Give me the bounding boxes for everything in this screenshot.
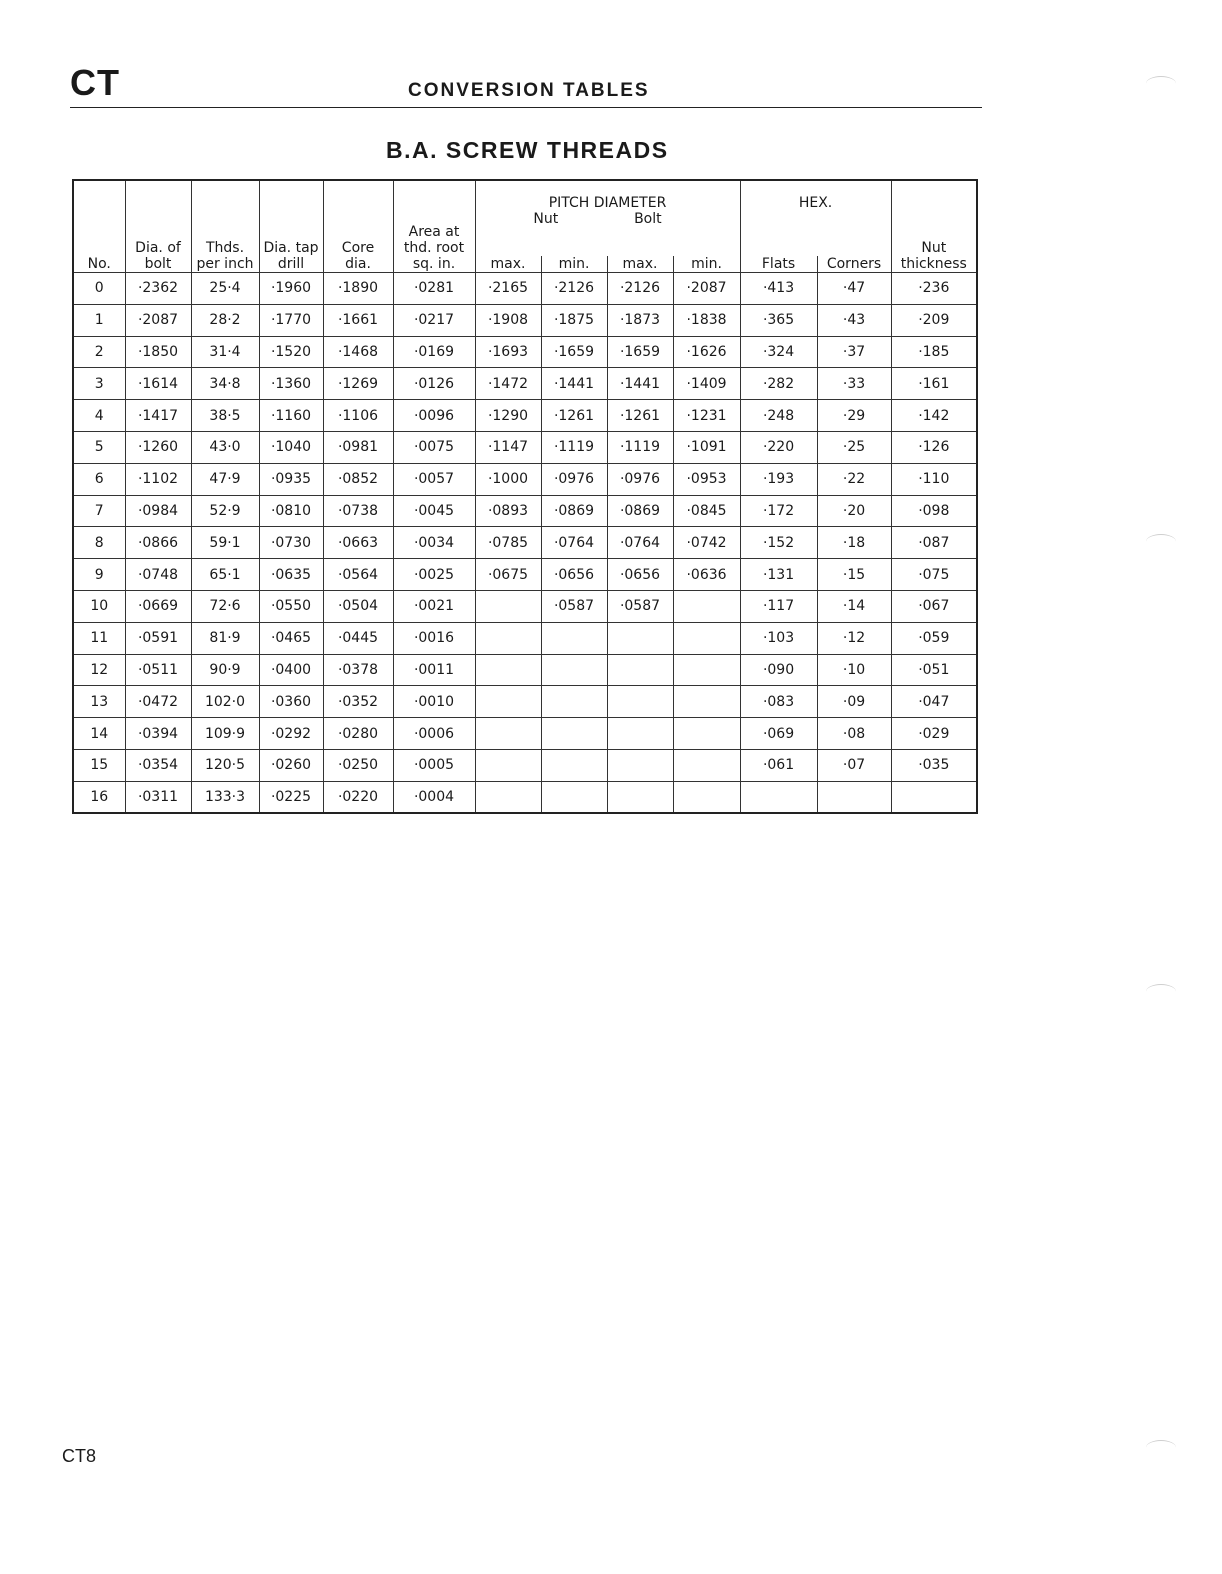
table-cell: ·0675 [475, 559, 541, 591]
table-cell: ·15 [817, 559, 891, 591]
table-row [73, 590, 977, 622]
table-cell: ·0016 [393, 622, 475, 654]
col-header-text: Nut [921, 240, 947, 256]
table-cell: 5 [73, 431, 125, 463]
table-cell: ·236 [891, 273, 977, 305]
table-cell: ·0281 [393, 273, 475, 305]
table-cell: ·0021 [393, 590, 475, 622]
table-cell: ·1520 [259, 336, 323, 368]
table-title: B.A. SCREW THREADS [386, 137, 669, 163]
table-cell: ·0935 [259, 463, 323, 495]
table-cell [673, 718, 740, 750]
table-cell: ·172 [740, 495, 817, 527]
table-cell: ·413 [740, 273, 817, 305]
table-cell: ·324 [740, 336, 817, 368]
table-cell: 2 [73, 336, 125, 368]
col-header-nut-min: min. [541, 256, 607, 273]
table-cell: 38·5 [191, 400, 259, 432]
table-cell [541, 654, 607, 686]
table-cell: 120·5 [191, 749, 259, 781]
table-cell: ·1119 [607, 431, 673, 463]
table-cell: ·20 [817, 495, 891, 527]
col-header-text: Area at [408, 224, 460, 240]
table-cell: ·1102 [125, 463, 191, 495]
table-row [73, 686, 977, 718]
table-cell: ·1468 [323, 336, 393, 368]
col-header-text: dia. [345, 256, 371, 272]
table-cell: ·1160 [259, 400, 323, 432]
table-body [73, 273, 977, 814]
table-cell: ·0869 [607, 495, 673, 527]
table-cell: ·193 [740, 463, 817, 495]
table-cell: ·0748 [125, 559, 191, 591]
table-cell: ·1409 [673, 368, 740, 400]
table-cell: ·0764 [607, 527, 673, 559]
table-cell: ·0730 [259, 527, 323, 559]
table-cell: ·1261 [541, 400, 607, 432]
col-header-text: drill [277, 256, 305, 272]
table-cell: 109·9 [191, 718, 259, 750]
table-cell: ·0378 [323, 654, 393, 686]
table-cell: ·0006 [393, 718, 475, 750]
table-cell: ·0984 [125, 495, 191, 527]
table-cell: ·131 [740, 559, 817, 591]
table-cell: ·1908 [475, 304, 541, 336]
table-cell: ·22 [817, 463, 891, 495]
col-header-text: Thds. [205, 240, 245, 256]
table-cell: 90·9 [191, 654, 259, 686]
table-cell: ·0587 [607, 590, 673, 622]
table-cell: ·1960 [259, 273, 323, 305]
table-cell: 102·0 [191, 686, 259, 718]
table-cell [673, 686, 740, 718]
table-cell [607, 686, 673, 718]
table-cell: ·083 [740, 686, 817, 718]
table-cell: ·0400 [259, 654, 323, 686]
table-cell: ·0785 [475, 527, 541, 559]
table-cell [541, 686, 607, 718]
table-row [73, 654, 977, 686]
col-header-no: No. [73, 180, 125, 273]
table-cell: ·0845 [673, 495, 740, 527]
table-cell: ·0511 [125, 654, 191, 686]
table-cell: ·18 [817, 527, 891, 559]
table-cell: ·152 [740, 527, 817, 559]
table-cell: ·1838 [673, 304, 740, 336]
table-cell: 6 [73, 463, 125, 495]
col-header-dia-tap [259, 180, 323, 273]
table-cell: ·161 [891, 368, 977, 400]
page-number: CT8 [62, 1446, 97, 1466]
header-title: CONVERSION TABLES [408, 80, 650, 101]
table-cell: ·2087 [125, 304, 191, 336]
table-cell [673, 781, 740, 813]
table-cell: ·2087 [673, 273, 740, 305]
table-row [73, 718, 977, 750]
table-row [73, 749, 977, 781]
table-cell: ·29 [817, 400, 891, 432]
col-header-bolt-min: min. [673, 256, 740, 273]
scan-mark [1146, 76, 1176, 91]
table-cell: ·1693 [475, 336, 541, 368]
table-cell: ·0869 [541, 495, 607, 527]
table-cell: ·1441 [607, 368, 673, 400]
table-cell: 59·1 [191, 527, 259, 559]
table-cell [475, 718, 541, 750]
table-cell: ·1417 [125, 400, 191, 432]
table-cell [817, 781, 891, 813]
table-cell [475, 622, 541, 654]
col-header-nut-thickness [891, 180, 977, 273]
table-cell: 34·8 [191, 368, 259, 400]
table-cell [673, 749, 740, 781]
col-header-area [393, 180, 475, 273]
col-header-bolt: Bolt [634, 211, 662, 227]
table-cell: 47·9 [191, 463, 259, 495]
table-row [73, 622, 977, 654]
table-cell [475, 654, 541, 686]
table-cell: ·0738 [323, 495, 393, 527]
table-cell: ·1770 [259, 304, 323, 336]
scan-mark [1146, 984, 1176, 999]
table-cell: ·0504 [323, 590, 393, 622]
col-header-thds [191, 180, 259, 273]
table-cell [673, 622, 740, 654]
table-cell: ·0075 [393, 431, 475, 463]
col-header-text: PITCH DIAMETER [548, 195, 667, 211]
table-cell: ·1261 [607, 400, 673, 432]
table-cell: ·0663 [323, 527, 393, 559]
table-cell [475, 590, 541, 622]
col-header-text: Dia. of [135, 240, 181, 256]
table-cell: ·0011 [393, 654, 475, 686]
scan-mark [1146, 1440, 1176, 1455]
table-cell: ·0096 [393, 400, 475, 432]
table-row [73, 304, 977, 336]
table-cell: ·1290 [475, 400, 541, 432]
table-cell: 7 [73, 495, 125, 527]
table-cell: ·0852 [323, 463, 393, 495]
table-cell: ·07 [817, 749, 891, 781]
table-cell [475, 749, 541, 781]
col-header-bolt-max: max. [607, 256, 673, 273]
table-cell [541, 781, 607, 813]
table-cell [607, 622, 673, 654]
table-cell: ·0005 [393, 749, 475, 781]
table-cell: ·067 [891, 590, 977, 622]
table-cell: ·1873 [607, 304, 673, 336]
table-cell: ·103 [740, 622, 817, 654]
table-cell: ·1119 [541, 431, 607, 463]
table-cell: ·1147 [475, 431, 541, 463]
table-cell: ·051 [891, 654, 977, 686]
table-cell: 8 [73, 527, 125, 559]
table-cell: ·33 [817, 368, 891, 400]
table-cell: 52·9 [191, 495, 259, 527]
table-cell: 16 [73, 781, 125, 813]
table-cell: ·2165 [475, 273, 541, 305]
table-cell: ·282 [740, 368, 817, 400]
col-header-text: per inch [196, 256, 254, 272]
table-cell: 15 [73, 749, 125, 781]
table-cell: ·1106 [323, 400, 393, 432]
table-cell: 81·9 [191, 622, 259, 654]
table-cell: 9 [73, 559, 125, 591]
table-cell: ·142 [891, 400, 977, 432]
table-cell: ·1659 [607, 336, 673, 368]
table-cell: ·061 [740, 749, 817, 781]
table-cell: ·12 [817, 622, 891, 654]
table-cell [740, 781, 817, 813]
table-cell [541, 749, 607, 781]
table-cell: ·0587 [541, 590, 607, 622]
col-header-core [323, 180, 393, 273]
table-cell: ·1040 [259, 431, 323, 463]
table-cell: 1 [73, 304, 125, 336]
table-cell: ·0465 [259, 622, 323, 654]
table-cell: ·0045 [393, 495, 475, 527]
col-header-text: thd. root [403, 240, 465, 256]
table-cell: ·185 [891, 336, 977, 368]
table-cell [673, 654, 740, 686]
table-cell: ·090 [740, 654, 817, 686]
table-cell: ·0636 [673, 559, 740, 591]
table-cell: 28·2 [191, 304, 259, 336]
table-cell: ·098 [891, 495, 977, 527]
col-header-text: Core [341, 240, 375, 256]
table-cell: ·0810 [259, 495, 323, 527]
table-cell: ·0893 [475, 495, 541, 527]
table-cell: ·37 [817, 336, 891, 368]
table-cell: 31·4 [191, 336, 259, 368]
table-cell: ·0669 [125, 590, 191, 622]
table-cell: ·0352 [323, 686, 393, 718]
table-cell: ·14 [817, 590, 891, 622]
table-cell: ·0010 [393, 686, 475, 718]
table-cell: ·1661 [323, 304, 393, 336]
col-header-hex: HEX. [740, 180, 891, 256]
table-cell: ·0472 [125, 686, 191, 718]
table-cell: ·0354 [125, 749, 191, 781]
table-cell: ·0656 [541, 559, 607, 591]
table-cell: ·2126 [541, 273, 607, 305]
table-cell: ·220 [740, 431, 817, 463]
table-cell: ·08 [817, 718, 891, 750]
table-row [73, 559, 977, 591]
table-row [73, 495, 977, 527]
table-cell: ·0953 [673, 463, 740, 495]
table-cell: ·47 [817, 273, 891, 305]
table-cell: ·1360 [259, 368, 323, 400]
col-header-flats: Flats [740, 256, 817, 273]
table-cell: ·0225 [259, 781, 323, 813]
table-cell: ·1441 [541, 368, 607, 400]
table-row [73, 463, 977, 495]
table-cell: ·0394 [125, 718, 191, 750]
table-cell: ·0250 [323, 749, 393, 781]
table-cell: ·0220 [323, 781, 393, 813]
table-cell: ·087 [891, 527, 977, 559]
table-cell: ·2362 [125, 273, 191, 305]
table-cell: 72·6 [191, 590, 259, 622]
table-cell: ·0564 [323, 559, 393, 591]
section-code: CT [70, 62, 120, 103]
table-cell: ·365 [740, 304, 817, 336]
table-cell: ·069 [740, 718, 817, 750]
scan-mark [1146, 534, 1176, 549]
col-header-text: thickness [900, 256, 967, 272]
table-cell: ·1875 [541, 304, 607, 336]
table-cell: ·248 [740, 400, 817, 432]
table-cell: ·0764 [541, 527, 607, 559]
table-cell: ·0635 [259, 559, 323, 591]
table-cell: 133·3 [191, 781, 259, 813]
table-cell: 0 [73, 273, 125, 305]
col-header-dia-bolt [125, 180, 191, 273]
table-cell: ·0866 [125, 527, 191, 559]
table-cell: ·0311 [125, 781, 191, 813]
table-cell: ·0981 [323, 431, 393, 463]
table-cell: ·1472 [475, 368, 541, 400]
table-row [73, 400, 977, 432]
table-cell: ·0217 [393, 304, 475, 336]
table-cell: ·117 [740, 590, 817, 622]
col-header-text: sq. in. [412, 256, 456, 272]
ba-screw-threads-table [72, 179, 978, 814]
table-cell: ·0169 [393, 336, 475, 368]
table-cell [541, 718, 607, 750]
table-cell [607, 718, 673, 750]
table-cell: ·09 [817, 686, 891, 718]
table-cell: ·126 [891, 431, 977, 463]
table-cell: ·0126 [393, 368, 475, 400]
table-row [73, 368, 977, 400]
table-cell [475, 781, 541, 813]
table-cell: 10 [73, 590, 125, 622]
table-cell: ·1000 [475, 463, 541, 495]
header-rule [70, 107, 982, 108]
table-cell: ·1850 [125, 336, 191, 368]
table-cell: ·1091 [673, 431, 740, 463]
table-cell: 11 [73, 622, 125, 654]
col-header-text: Dia. tap [263, 240, 319, 256]
table-cell [607, 654, 673, 686]
table-cell: ·0976 [607, 463, 673, 495]
table-cell: 14 [73, 718, 125, 750]
table-row [73, 336, 977, 368]
table-cell: 12 [73, 654, 125, 686]
table-cell: ·075 [891, 559, 977, 591]
col-header-nut-max: max. [475, 256, 541, 273]
table-cell: ·047 [891, 686, 977, 718]
table-cell: 3 [73, 368, 125, 400]
table-cell: ·1659 [541, 336, 607, 368]
col-header-text: bolt [144, 256, 172, 272]
table-cell: ·43 [817, 304, 891, 336]
table-cell [607, 781, 673, 813]
table-row [73, 431, 977, 463]
table-cell: ·0034 [393, 527, 475, 559]
table-cell: ·0976 [541, 463, 607, 495]
table-cell: ·0445 [323, 622, 393, 654]
table-cell: ·2126 [607, 273, 673, 305]
table-row [73, 527, 977, 559]
table-row [73, 781, 977, 813]
table-cell: ·0057 [393, 463, 475, 495]
table-cell: ·10 [817, 654, 891, 686]
table-cell: ·1890 [323, 273, 393, 305]
col-header-pitch-diameter [475, 180, 740, 256]
table-cell: ·0025 [393, 559, 475, 591]
table-cell: ·0004 [393, 781, 475, 813]
table-cell: ·1614 [125, 368, 191, 400]
table-cell [475, 686, 541, 718]
table-cell: 25·4 [191, 273, 259, 305]
table-cell: ·1269 [323, 368, 393, 400]
table-cell: ·0280 [323, 718, 393, 750]
table-cell: 13 [73, 686, 125, 718]
table-cell [673, 590, 740, 622]
table-cell: 43·0 [191, 431, 259, 463]
table-cell: ·0656 [607, 559, 673, 591]
table-cell: ·25 [817, 431, 891, 463]
table-cell: 4 [73, 400, 125, 432]
table-cell: ·0550 [259, 590, 323, 622]
table-cell: 65·1 [191, 559, 259, 591]
col-header-corners: Corners [817, 256, 891, 273]
table-cell: ·1626 [673, 336, 740, 368]
table-cell: ·0260 [259, 749, 323, 781]
table-cell [607, 749, 673, 781]
header-row [73, 180, 977, 256]
table-cell: ·209 [891, 304, 977, 336]
table-cell: ·110 [891, 463, 977, 495]
col-header-nut: Nut [533, 211, 559, 227]
table-cell: ·0292 [259, 718, 323, 750]
table-cell: ·035 [891, 749, 977, 781]
table-cell: ·0591 [125, 622, 191, 654]
table-cell: ·1260 [125, 431, 191, 463]
table-cell: ·059 [891, 622, 977, 654]
table-cell: ·1231 [673, 400, 740, 432]
table-row [73, 273, 977, 305]
table-cell [541, 622, 607, 654]
table-cell: ·029 [891, 718, 977, 750]
table-cell: ·0360 [259, 686, 323, 718]
table-cell: ·0742 [673, 527, 740, 559]
table-cell [891, 781, 977, 813]
